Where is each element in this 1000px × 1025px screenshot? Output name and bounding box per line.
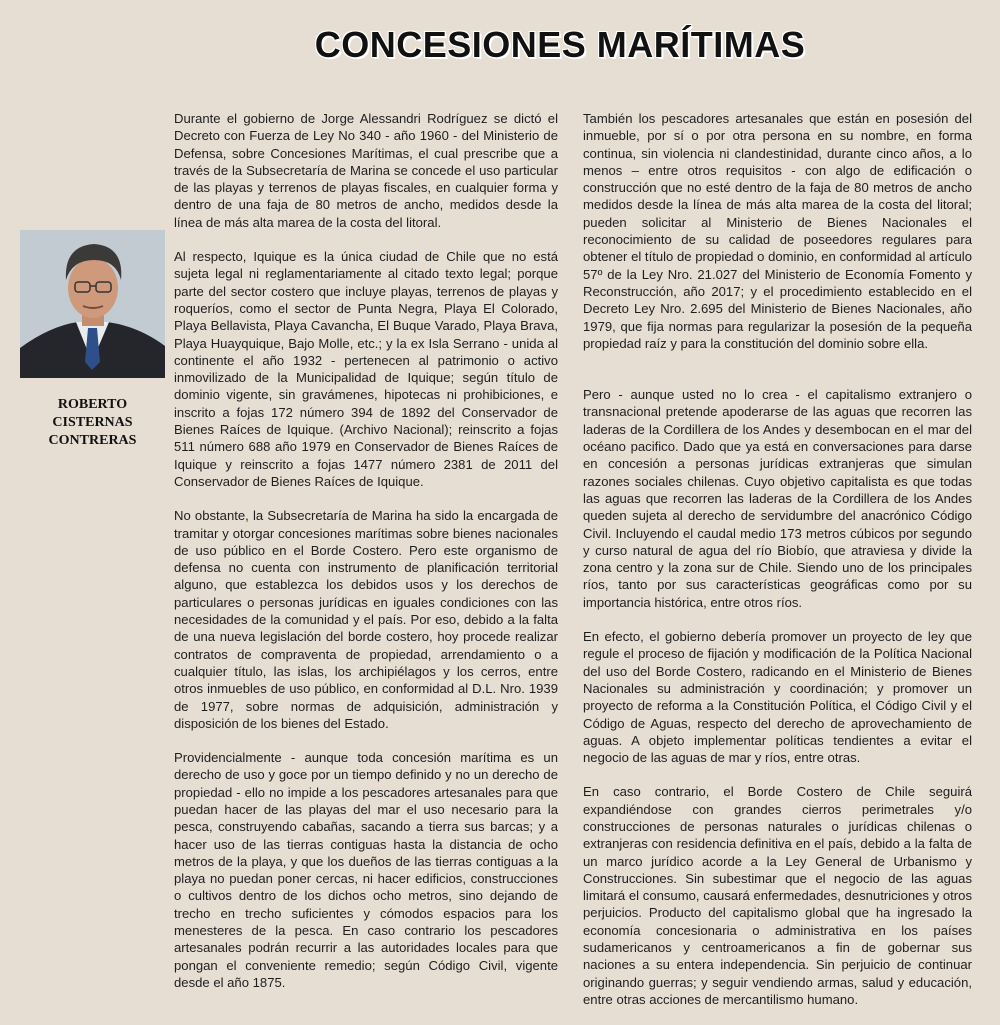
author-surname-2: CONTRERAS xyxy=(48,433,137,448)
portrait-image xyxy=(20,230,165,378)
author-photo xyxy=(20,230,165,378)
paragraph: En efecto, el gobierno debería promover un proyecto de ley que regule el proceso de fijación y modificación de la Política Nacional del uso del Borde Costero, radicando en el Ministerio de Bienes Nacionales su administración y coordinación; y promover un proyecto de reforma a la Constitución Política, el Código Civil y el Código de Aguas, respecto del derecho de aprovechamiento de aguas. A objeto implementar políticas tendientes a evitar el negocio de las aguas de mar y ríos, entre otras. xyxy=(583,629,972,766)
paragraph: Pero - aunque usted no lo crea - el capitalismo extranjero o transnacional pretende apoderarse de las aguas que recorren las laderas de la Cordillera de los Andes y desembocan en el mar del océano pacifico. Dado que ya está en conversaciones para darse en concesión a personas jurídicas extranjeras que simulan razones sociales chilenas. Cuyo objetivo capitalista es que todas las aguas que recorren las laderas de la Cordillera de los Andes queden sujeta al derecho de servidumbre del anacrónico Código Civil. Incluyendo el caudal medio 173 metros cúbicos por segundo y curso natural de agua del río Biobío, que atraviesa y divide la zona centro y la zona sur de Chile. Siendo uno de los principales ríos, tanto por sus características geográficas como por su importancia histórica, entre otros ríos. xyxy=(583,387,972,610)
paragraph: En caso contrario, el Borde Costero de Chile seguirá expandiéndose con grandes cierros perimetrales y/o construcciones de personas naturales o jurídicas chilenas o extranjeras con residencia definitiva en el país, debido a la falta de un marco jurídico acorde a la Ley General de Urbanismo y Construcciones. Sin subestimar que el negocio de las aguas limitará el consumo, causará enfermedades, desnutriciones y otros perjuicios. Producto del capitalismo global que ha ingresado la economía concesionaria o administrativa en los países sudamericanos y centroamericanos a fin de gobernar sus naciones a su entera independencia. Sin perjuicio de continuar originando guerras; y seguir vendiendo armas, salud y educación, entre otras acciones de mercantilismo humano. xyxy=(583,784,972,1007)
paragraph: No obstante, la Subsecretaría de Marina ha sido la encargada de tramitar y otorgar concesiones marítimas sobre bienes nacionales de uso público en el Borde Costero. Pero este organismo de defensa no cuenta con instrumento de planificación territorial alguno, que establezca los debidos usos y los derechos de particulares o personas jurídicas en iguales condiciones con las necesidades de la comunidad y el país. Por eso, debido a la falta de una nueva legislación del borde costero, hoy procede realizar contratos de compraventa de propiedad, arrendamiento o a cualquier título, las islas, los archipiélagos y los cerros, entre otros inmuebles de uso público, en conformidad al D.L. Nro. 1939 de 1977, sobre normas de adquisición, administración y disposición de los bienes del Estado. xyxy=(174,508,558,731)
author-name xyxy=(20,396,165,450)
left-column xyxy=(174,110,558,1008)
paragraph: Providencialmente - aunque toda concesión marítima es un derecho de uso y goce por un tiempo definido y no un derecho de propiedad - ello no impide a los pescadores artesanales para que puedan hacer de las playas del mar el uso necesario para la pesca, construyendo cabañas, sacando a tierra sus barcas; y a hacer uso de las tierras contiguas hasta la distancia de ocho metros de la playa, y que los dueños de las tierras contiguas a la playa no puedan poner cercas, ni hacer edificios, construcciones o cultivos dentro de los dichos ocho metros, sino dejando de trecho en trecho suficientes y cómodos espacios para los menesteres de la pesca. En caso contrario los pescadores artesanales podrán recurrir a las autoridades locales para que pongan el conveniente remedio; según Código Civil, vigente desde el año 1875. xyxy=(174,750,558,990)
right-column xyxy=(583,110,972,1025)
author-surname-1: CISTERNAS xyxy=(52,415,133,430)
paragraph: Al respecto, Iquique es la única ciudad de Chile que no está sujeta legal ni reglamentariamente al citado texto legal; porque parte del sector costero que incluye playas, terrenos de playas y roqueríos, como el sector de Punta Negra, Playa El Colorado, Playa Bellavista, Playa Cavancha, El Buque Varado, Playa Brava, Playa Huayquique, Bajo Molle, etc.; y la ex Isla Serrano - unida al continente el año 1932 - pertenecen al patrimonio o activo inmovilizado de la Municipalidad de Iquique; según título de dominio vigente, sin gravámenes, hipotecas ni prohibiciones, e inscrito a fojas 172 número 394 de 1892 del Conservador de Bienes Raíces de Iquique. (Archivo Nacional); reinscrito a fojas 511 número 688 año 1979 en Conservador de Bienes Raíces de Iquique y reinscrito a fojas 1477 número 2381 de 2011 del Conservador de Bienes Raíces de Iquique. xyxy=(174,249,558,489)
author-first-name: ROBERTO xyxy=(57,397,128,412)
paragraph: Durante el gobierno de Jorge Alessandri Rodríguez se dictó el Decreto con Fuerza de Ley No 340 - año 1960 - del Ministerio de Defensa, sobre Concesiones Marítimas, el cual prescribe que a través de la Subsecretaría de Marina se concede el uso particular de las playas y terrenos de playas fiscales, en cualquier forma y dentro de una faja de 80 metros de ancho, medidos desde la línea de más alta marea de la costa del litoral. xyxy=(174,111,558,230)
paragraph: También los pescadores artesanales que están en posesión del inmueble, por sí o por otra persona en su nombre, en forma continua, sin violencia ni clandestinidad, durante cinco años, a lo menos – entre otros requisitos - con algo de edificación o construcción que no esté dentro de la faja de 80 metros de ancho medidos desde la línea de más alta marea de la costa del litoral; pueden solicitar al Ministerio de Bienes Nacionales el reconocimiento de su calidad de poseedores regulares para obtener el título de propiedad o dominio, en conformidad al artículo 57º de la Ley Nro. 21.027 del Ministerio de Economía Fomento y Reconstrucción, año 2017; y el procedimiento establecido en el Decreto Ley Nro. 2.695 del Ministerio de Bienes Nacionales, año 1979, que fija normas para regularizar la posesión de la pequeña propiedad raíz y para la constitución del dominio sobre ella. xyxy=(583,111,972,351)
page-title: CONCESIONES MARÍTIMAS xyxy=(314,24,806,65)
